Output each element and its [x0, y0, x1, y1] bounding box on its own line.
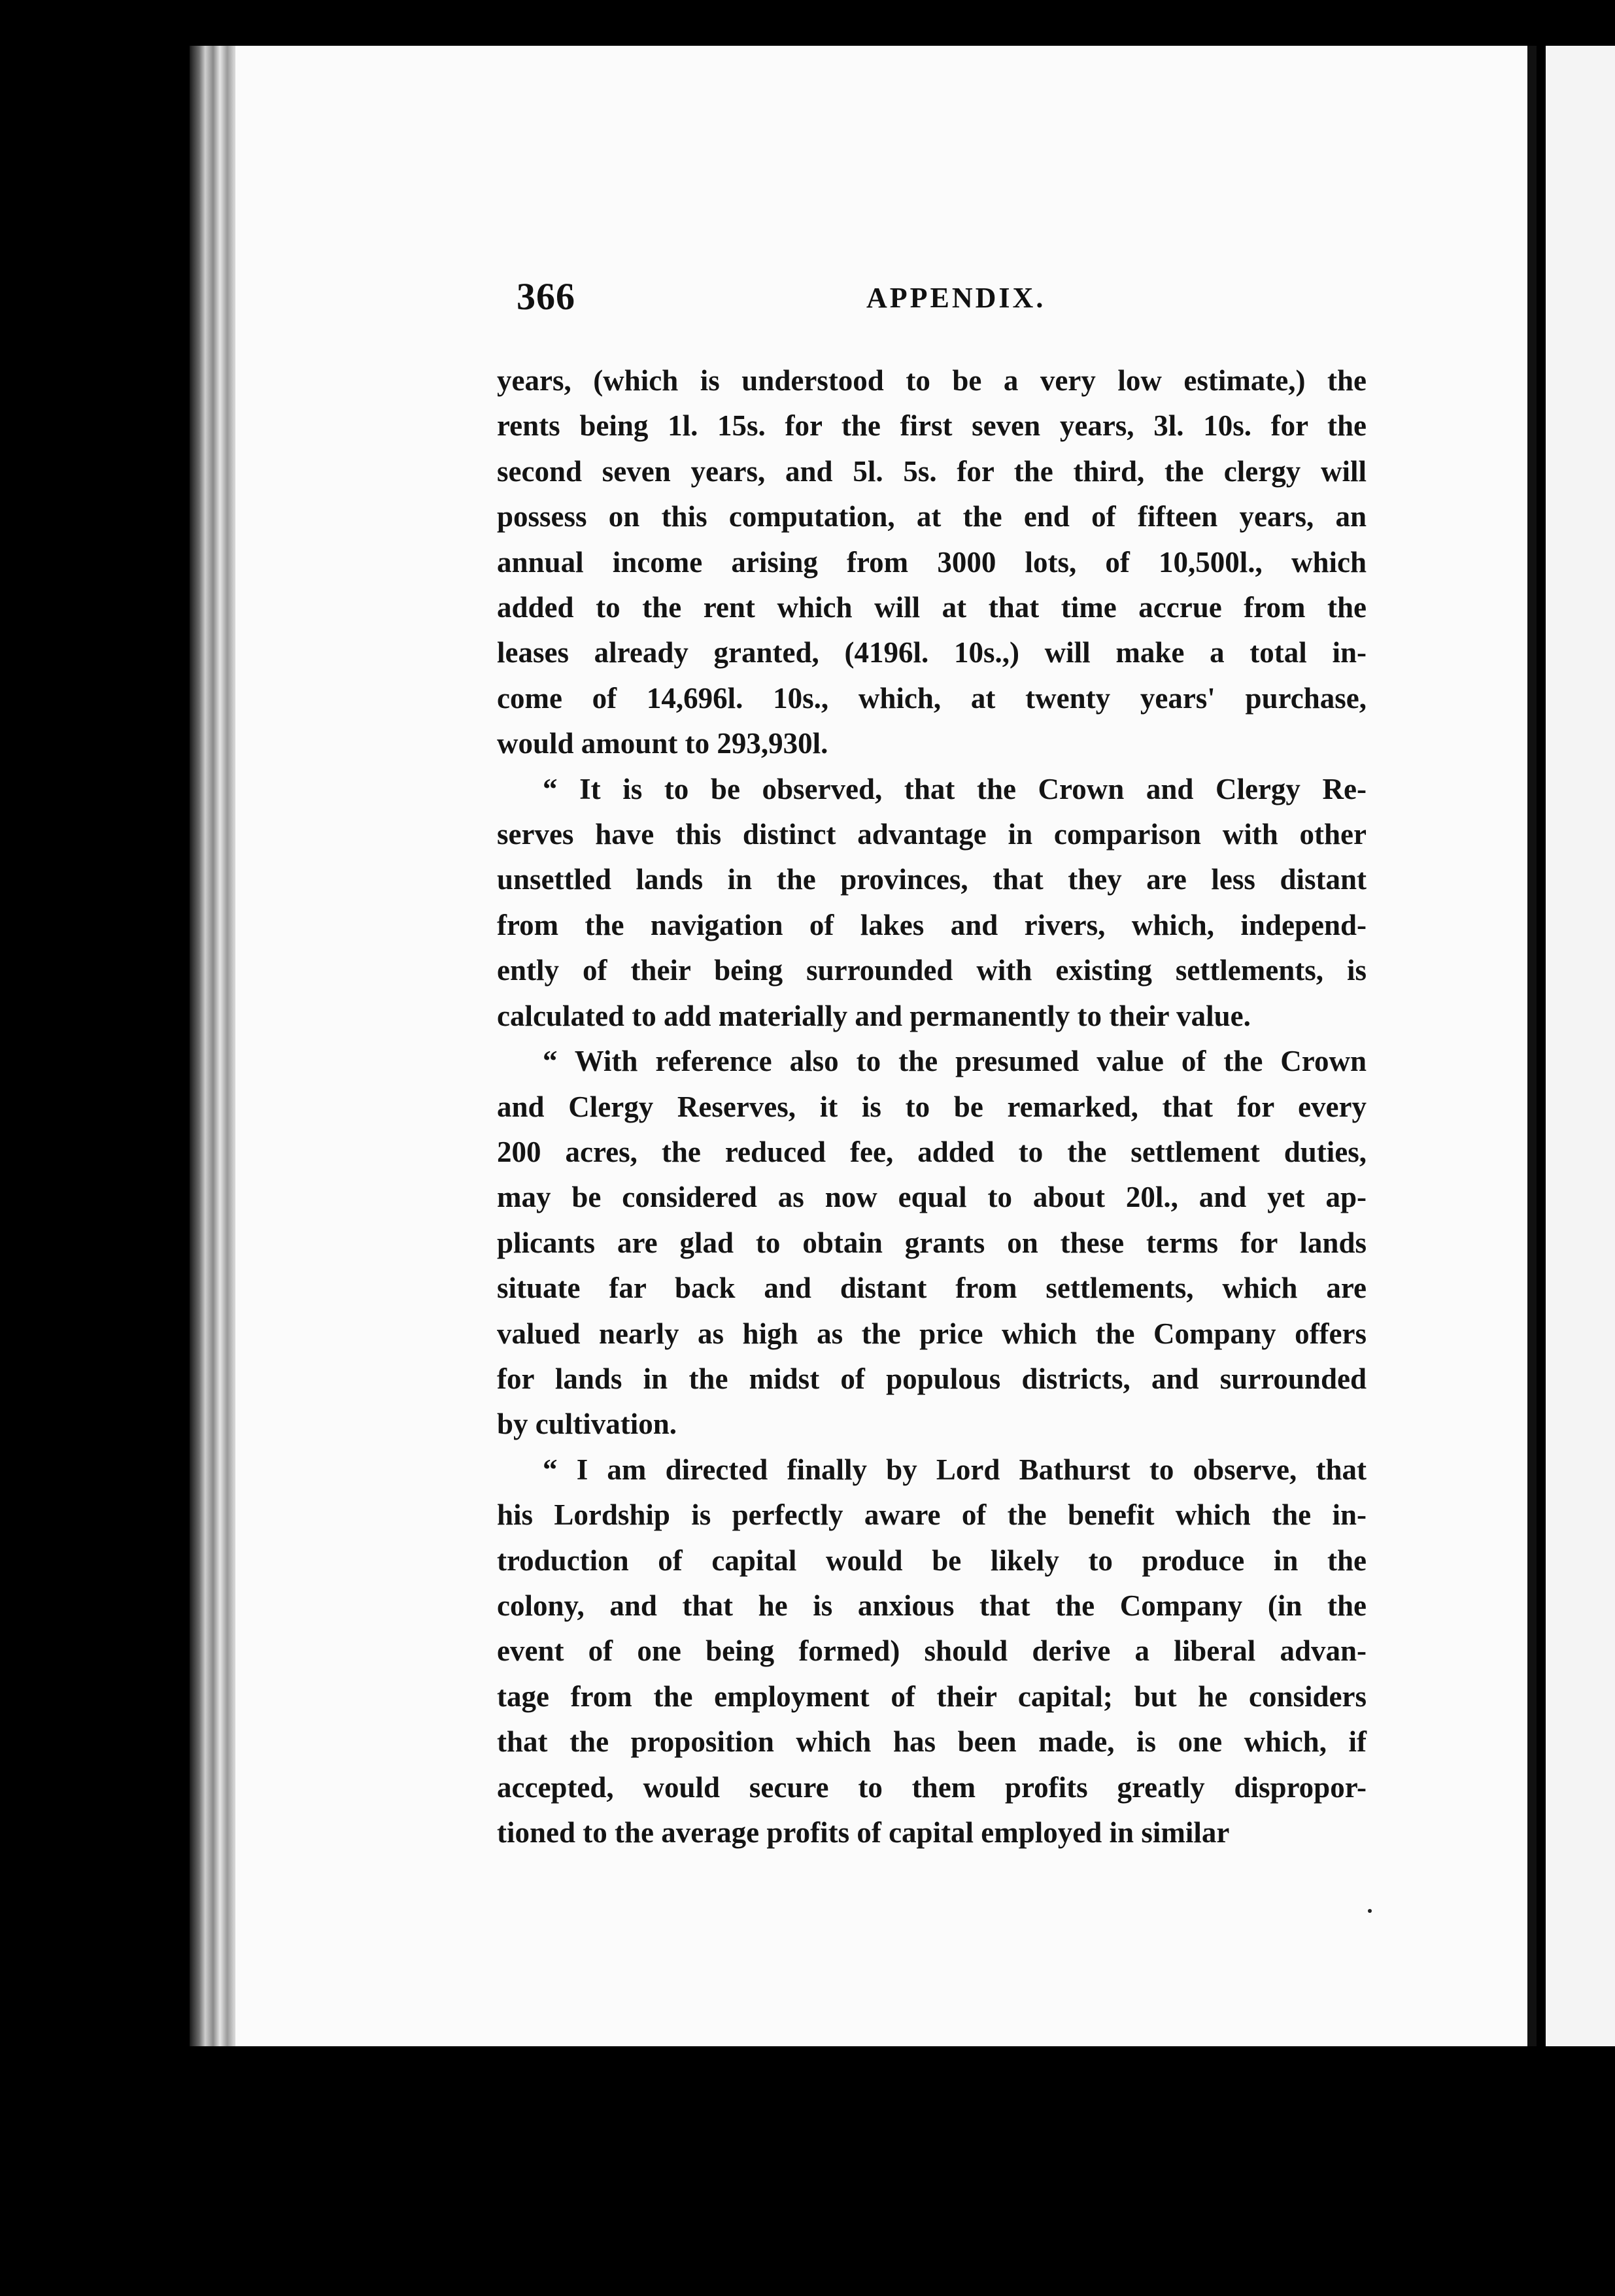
- text-line: possess on this computation, at the end of fifteen years, an: [497, 500, 1367, 533]
- text-line: “ It is to be observed, that the Crown and Clergy Re-: [543, 772, 1367, 805]
- text-line: from the navigation of lakes and rivers, which, independ-: [497, 908, 1367, 941]
- text-line: plicants are glad to obtain grants on these terms for lands: [497, 1226, 1367, 1259]
- text-line: colony, and that he is anxious that the Company (in the: [497, 1589, 1367, 1622]
- text-line: valued nearly as high as the price which the Company offers: [497, 1317, 1367, 1350]
- text-line: calculated to add materially and permanently to their value.: [497, 999, 1251, 1032]
- book-page-edges: [190, 46, 242, 2046]
- text-line: “ With reference also to the presumed value of the Crown: [543, 1045, 1367, 1078]
- paragraph: [497, 1447, 1367, 1856]
- paragraph: [497, 358, 1367, 767]
- text-line: second seven years, and 5l. 5s. for the third, the clergy will: [497, 454, 1367, 488]
- text-line: situate far back and distant from settlements, which are: [497, 1272, 1367, 1305]
- facing-page-edge: [1546, 46, 1615, 2046]
- text-line: tage from the employment of their capital; but he considers: [497, 1680, 1367, 1713]
- page-header: [517, 275, 1383, 333]
- text-line: leases already granted, (4196l. 10s.,) will make a total in-: [497, 636, 1367, 669]
- text-line: ently of their being surrounded with existing settlements, is: [497, 954, 1367, 987]
- text-line: rents being 1l. 15s. for the first seven years, 3l. 10s. for the: [497, 409, 1367, 443]
- text-line: may be considered as now equal to about 20l., and yet ap-: [497, 1181, 1367, 1214]
- text-line: come of 14,696l. 10s., which, at twenty years' purchase,: [497, 681, 1367, 715]
- paragraph: [497, 1039, 1367, 1447]
- print-speck: [1368, 1909, 1372, 1913]
- text-line: serves have this distinct advantage in comparison with other: [497, 818, 1367, 851]
- paragraph: [497, 767, 1367, 1039]
- text-line: “ I am directed finally by Lord Bathurst to observe, that: [543, 1453, 1367, 1486]
- text-line: accepted, would secure to them profits greatly dispropor-: [497, 1770, 1367, 1804]
- page-number: 366: [517, 275, 575, 318]
- text-line: and Clergy Reserves, it is to be remarked, that for every: [497, 1090, 1367, 1123]
- running-head: APPENDIX.: [866, 282, 1046, 314]
- text-line: unsettled lands in the provinces, that they are less distant: [497, 863, 1367, 896]
- text-line: added to the rent which will at that time accrue from the: [497, 591, 1367, 624]
- text-line: troduction of capital would be likely to produce in the: [497, 1544, 1367, 1577]
- text-line: for lands in the midst of populous districts, and surrounded: [497, 1362, 1367, 1395]
- text-line: years, (which is understood to be a very low estimate,) the: [497, 364, 1367, 397]
- text-line: by cultivation.: [497, 1408, 677, 1441]
- text-line: event of one being formed) should derive a liberal advan-: [497, 1634, 1367, 1668]
- text-line: 200 acres, the reduced fee, added to the settlement duties,: [497, 1135, 1367, 1168]
- page-gutter: [1527, 46, 1537, 2046]
- text-line: that the proposition which has been made, is one which, if: [497, 1725, 1367, 1759]
- text-line: would amount to 293,930l.: [497, 727, 828, 760]
- body-text: [497, 358, 1367, 1855]
- text-line: his Lordship is perfectly aware of the benefit which the in-: [497, 1498, 1367, 1532]
- text-line: annual income arising from 3000 lots, of 10,500l., which: [497, 545, 1367, 579]
- text-line: tioned to the average profits of capital employed in similar: [497, 1816, 1230, 1849]
